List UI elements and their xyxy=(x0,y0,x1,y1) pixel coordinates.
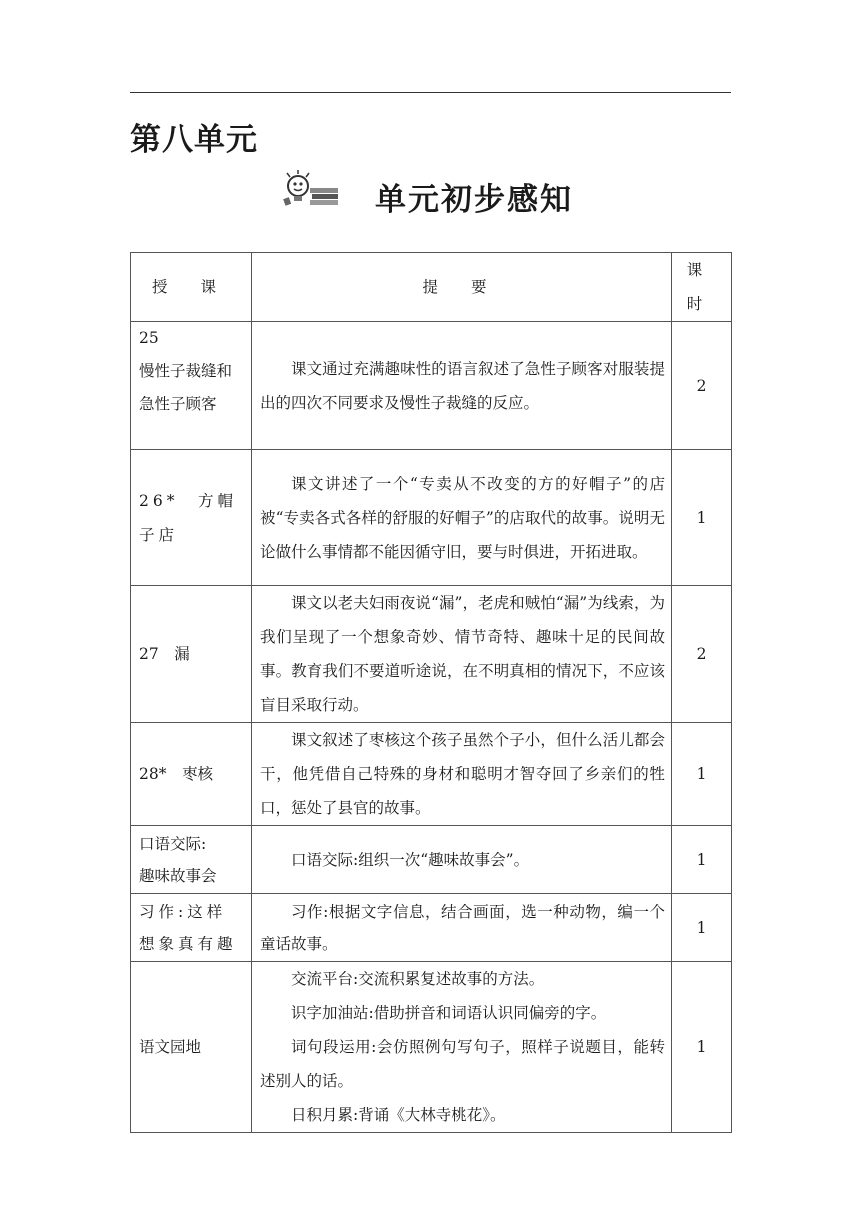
lightbulb-books-icon xyxy=(278,168,342,208)
header-summary: 提 要 xyxy=(252,253,672,322)
unit-title: 第八单元 xyxy=(130,122,258,158)
table-row xyxy=(131,962,732,1133)
top-divider xyxy=(130,92,731,93)
hours-cell: 1 xyxy=(672,723,732,826)
header-lesson: 授 课 xyxy=(131,253,252,322)
summary-cell: 课文通过充满趣味性的语言叙述了急性子顾客对服装提出的四次不同要求及慢性子裁缝的反应。 xyxy=(252,322,672,450)
lesson-cell: 口语交际: 趣味故事会 xyxy=(131,826,252,894)
lesson-cell: 27 漏 xyxy=(131,586,252,723)
section-title: 单元初步感知 xyxy=(375,182,573,218)
table-row xyxy=(131,894,732,962)
hours-cell: 1 xyxy=(672,826,732,894)
hours-cell: 1 xyxy=(672,450,732,586)
summary-cell: 课文叙述了枣核这个孩子虽然个子小，但什么活儿都会干，他凭借自己特殊的身材和聪明才智夺回了乡亲们的牲口，惩处了县官的故事。 xyxy=(252,723,672,826)
table-row xyxy=(131,322,732,450)
lesson-cell: 习作:这样想象真有趣 xyxy=(131,894,252,962)
hours-cell: 1 xyxy=(672,894,732,962)
lesson-table xyxy=(130,252,732,1133)
summary-cell: 课文以老夫妇雨夜说“漏”，老虎和贼怕“漏”为线索，为我们呈现了一个想象奇妙、情节奇特、趣味十足的民间故事。教育我们不要道听途说，在不明真相的情况下，不应该盲目采取行动。 xyxy=(252,586,672,723)
table-row xyxy=(131,826,732,894)
lesson-cell: 26* 方帽子店 xyxy=(131,450,252,586)
hours-cell: 2 xyxy=(672,586,732,723)
table-header-row xyxy=(131,253,732,322)
lesson-cell: 25 慢性子裁缝和 急性子顾客 xyxy=(131,322,252,450)
summary-cell: 课文讲述了一个“专卖从不改变的方的好帽子”的店被“专卖各式各样的舒服的好帽子”的店取代的故事。说明无论做什么事情都不能因循守旧，要与时俱进，开拓进取。 xyxy=(252,450,672,586)
summary-cell: 交流平台:交流积累复述故事的方法。 识字加油站:借助拼音和词语认识同偏旁的字。 词句段运用:会仿照例句写句子，照样子说题目，能转述别人的话。 日积月累:背诵《大林寺桃花》。 xyxy=(252,962,672,1133)
table-row xyxy=(131,586,732,723)
summary-cell: 习作:根据文字信息，结合画面，选一种动物，编一个童话故事。 xyxy=(252,894,672,962)
table-row xyxy=(131,450,732,586)
hours-cell: 2 xyxy=(672,322,732,450)
lesson-cell: 语文园地 xyxy=(131,962,252,1133)
hours-cell: 1 xyxy=(672,962,732,1133)
header-hours: 课 时 xyxy=(672,253,732,322)
summary-cell: 口语交际:组织一次“趣味故事会”。 xyxy=(252,826,672,894)
lesson-cell: 28* 枣核 xyxy=(131,723,252,826)
table-row xyxy=(131,723,732,826)
